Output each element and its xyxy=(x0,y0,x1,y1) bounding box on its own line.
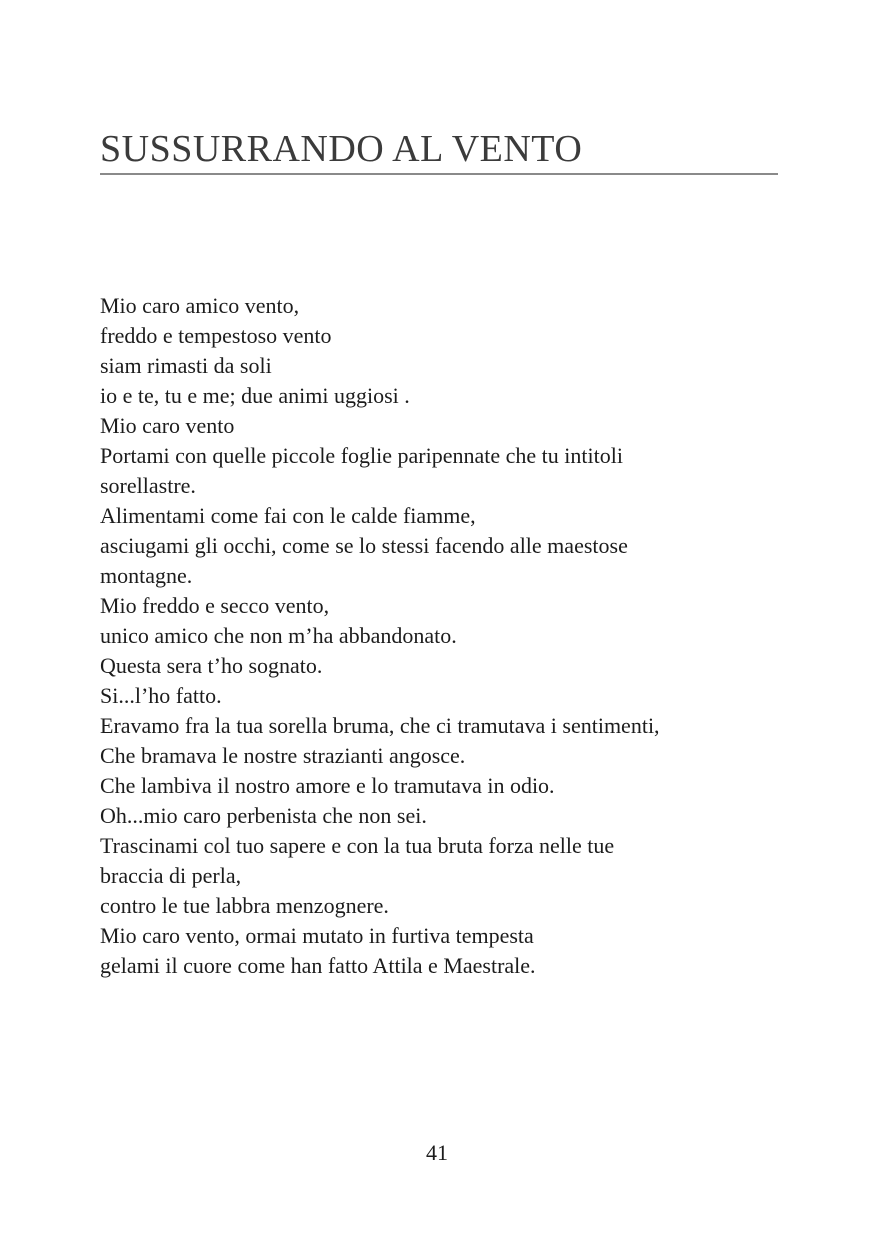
poem-line: contro le tue labbra menzognere. xyxy=(100,893,389,918)
poem-line: Mio caro vento xyxy=(100,413,235,438)
poem-line: braccia di perla, xyxy=(100,863,242,888)
poem-line: Che bramava le nostre strazianti angosce. xyxy=(100,743,466,768)
poem-line: siam rimasti da soli xyxy=(100,353,272,378)
poem-body xyxy=(100,291,800,981)
poem-line: Trascinami col tuo sapere e con la tua bruta forza nelle tue xyxy=(100,833,615,858)
poem-line: asciugami gli occhi, come se lo stessi facendo alle maestose xyxy=(100,533,628,558)
poem-line: Alimentami come fai con le calde fiamme, xyxy=(100,503,476,528)
page-title: SUSSURRANDO AL VENTO xyxy=(100,128,583,170)
poem-line: Si...l’ho fatto. xyxy=(100,683,222,708)
poem-line: Oh...mio caro perbenista che non sei. xyxy=(100,803,427,828)
poem-line: Portami con quelle piccole foglie paripennate che tu intitoli xyxy=(100,443,623,468)
poem-line: Mio caro vento, ormai mutato in furtiva tempesta xyxy=(100,923,534,948)
poem-line: montagne. xyxy=(100,563,193,588)
poem-line: Eravamo fra la tua sorella bruma, che ci tramutava i sentimenti, xyxy=(100,713,660,738)
poem-line: io e te, tu e me; due animi uggiosi . xyxy=(100,383,410,408)
poem-line: unico amico che non m’ha abbandonato. xyxy=(100,623,457,648)
poem-line: freddo e tempestoso vento xyxy=(100,323,332,348)
page-number: 41 xyxy=(426,1140,448,1165)
poem-line: gelami il cuore come han fatto Attila e Maestrale. xyxy=(100,953,536,978)
poem-line: sorellastre. xyxy=(100,473,196,498)
poem-line: Mio caro amico vento, xyxy=(100,293,300,318)
poem-line: Questa sera t’ho sognato. xyxy=(100,653,323,678)
poem-line: Che lambiva il nostro amore e lo tramutava in odio. xyxy=(100,773,555,798)
poem-line: Mio freddo e secco vento, xyxy=(100,593,330,618)
title-block xyxy=(100,128,778,175)
